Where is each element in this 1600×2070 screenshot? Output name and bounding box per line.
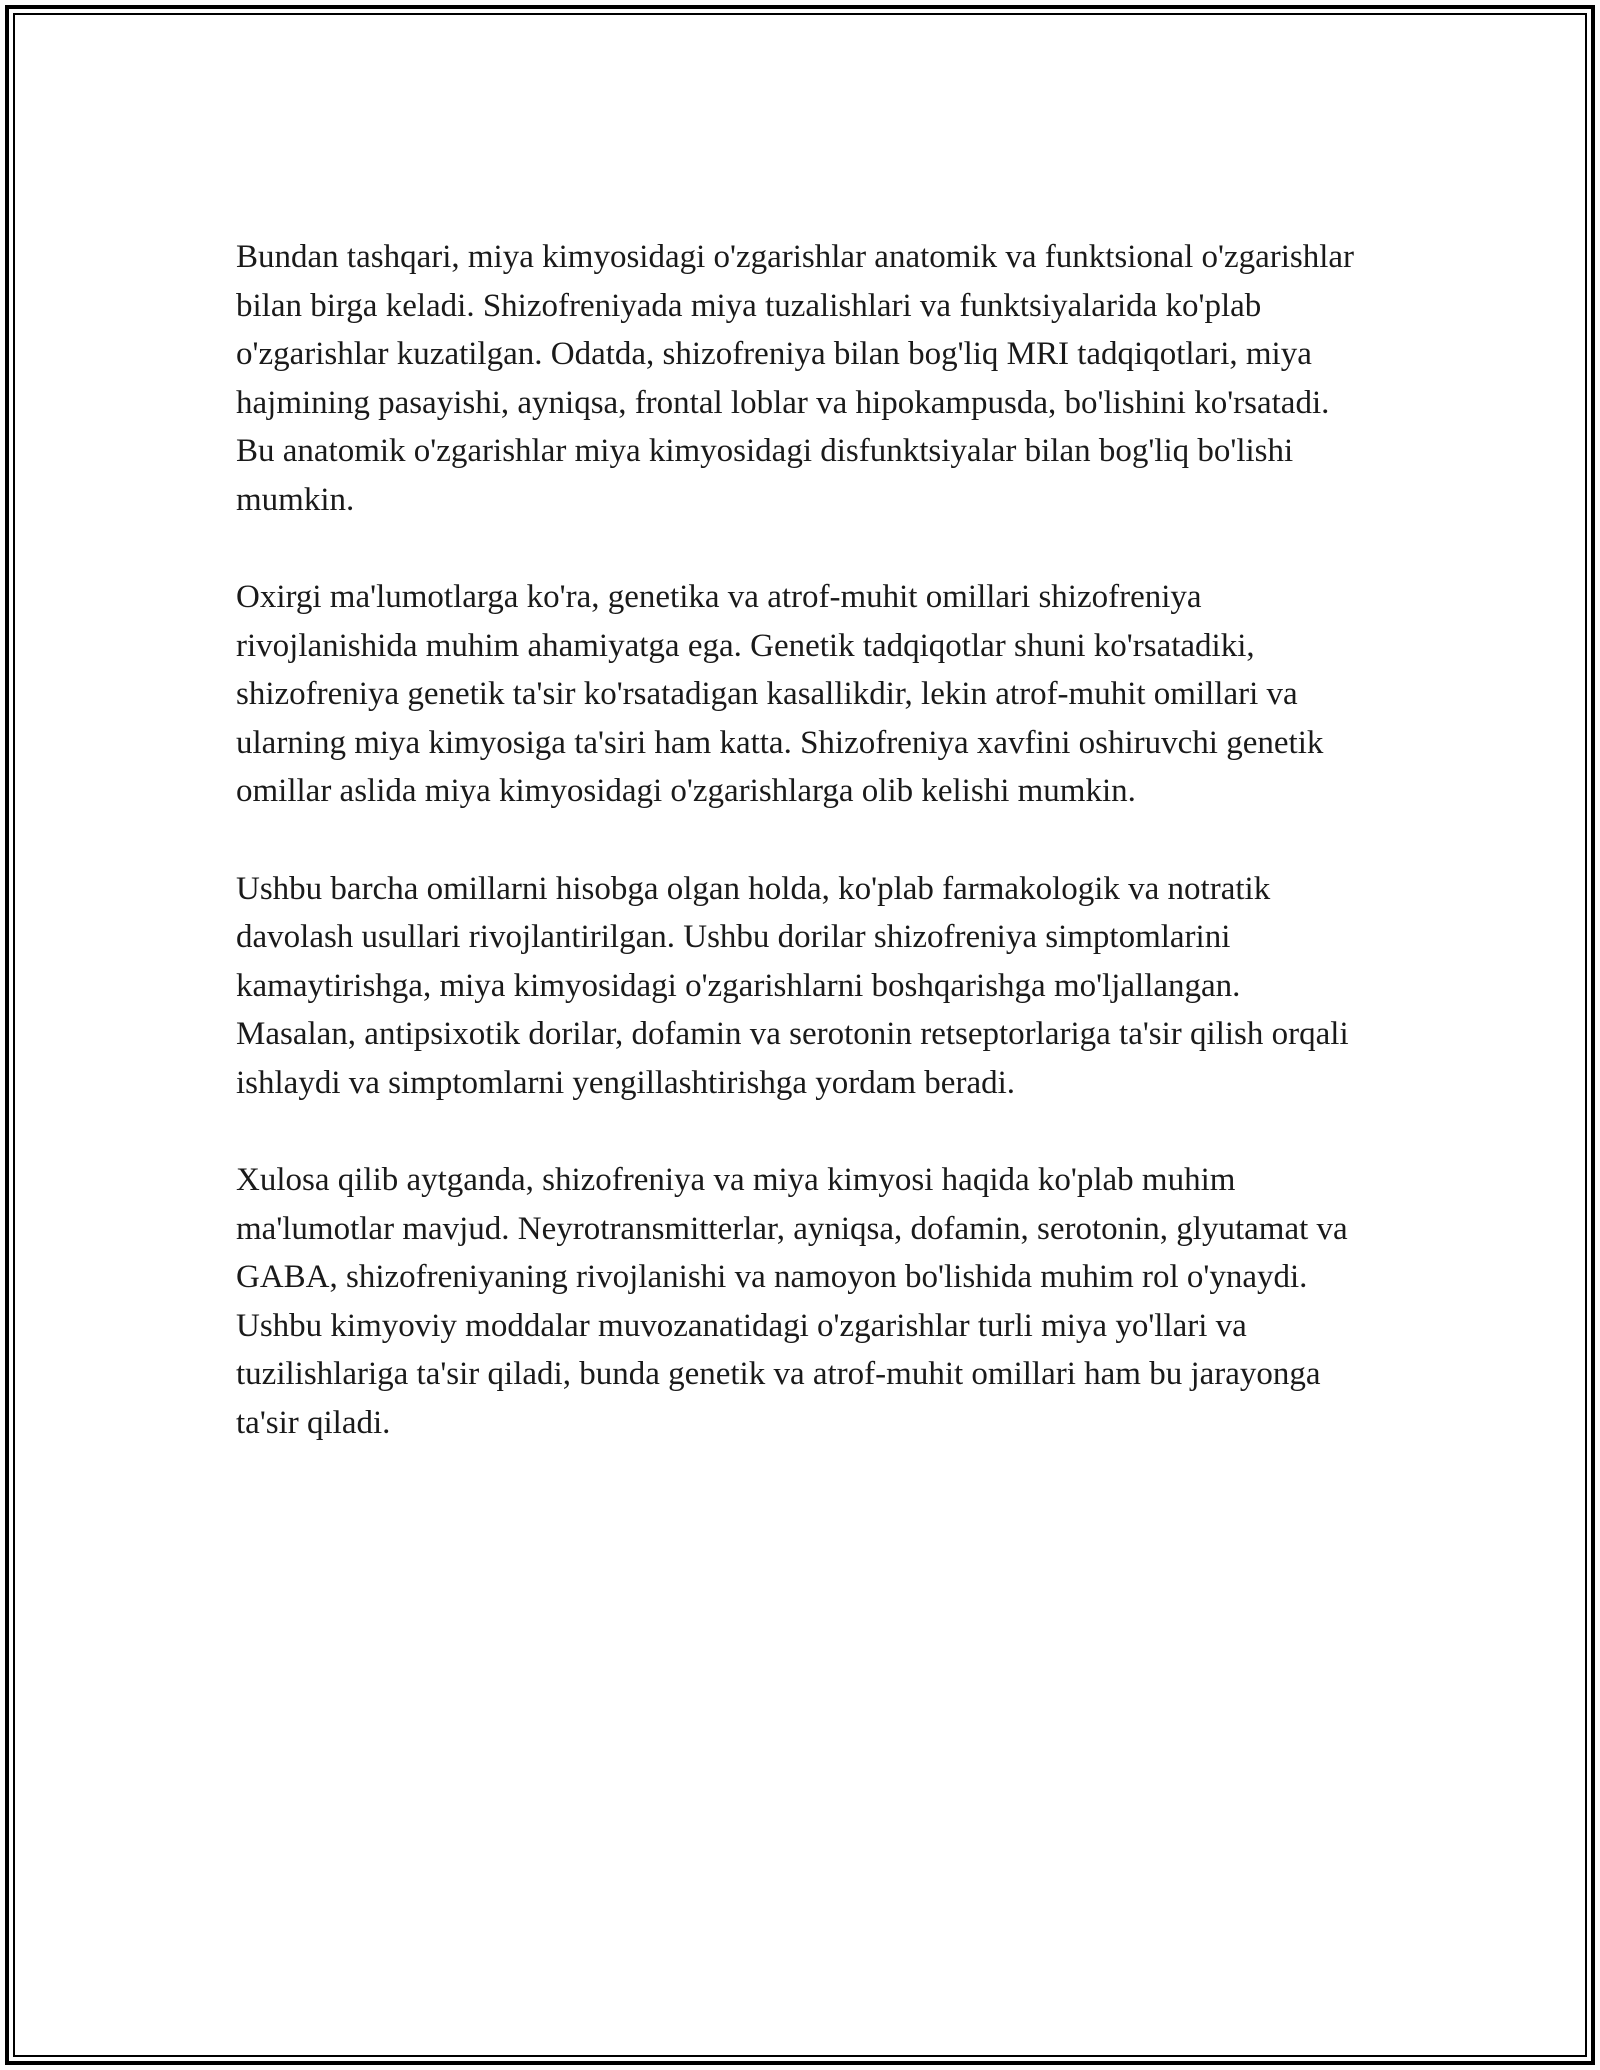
paragraph-brain-anatomy: Bundan tashqari, miya kimyosidagi o'zgarishlar anatomik va funktsional o'zgarishlar bilan birga keladi. Shizofreniyada miya tuzalishlari va funktsiyalarida ko'plab o'zgarishlar kuzatilgan. Odatda, shizofreniya bilan bog'liq MRI tadqiqotlari, miya hajmining pasayishi, ayniqsa, frontal loblar va hipokampusda, bo'lishini ko'rsatadi. Bu anatomik o'zgarishlar miya kimyosidagi disfunktsiyalar bilan bog'liq bo'lishi mumkin.: [236, 239, 1355, 518]
document-body: [236, 233, 1366, 1496]
paragraph-treatment: Ushbu barcha omillarni hisobga olgan holda, ko'plab farmakologik va notratik davolash usullari rivojlantirilgan. Ushbu dorilar shizofreniya simptomlarini kamaytirishga, miya kimyosidagi o'zgarishlarni boshqarishga mo'ljallangan. Masalan, antipsixotik dorilar, dofamin va serotonin retseptorlariga ta'sir qilish orqali ishlaydi va simptomlarni yengillashtirishga yordam beradi.: [236, 870, 1349, 1101]
paragraph-genetics-environment: Oxirgi ma'lumotlarga ko'ra, genetika va atrof-muhit omillari shizofreniya rivojlanishida muhim ahamiyatga ega. Genetik tadqiqotlar shuni ko'rsatadiki, shizofreniya genetik ta'sir ko'rsatadigan kasallikdir, lekin atrof-muhit omillari va ularning miya kimyosiga ta'siri ham katta. Shizofreniya xavfini oshiruvchi genetik omillar aslida miya kimyosidagi o'zgarishlarga olib kelishi mumkin.: [236, 579, 1324, 809]
paragraph-conclusion: Xulosa qilib aytganda, shizofreniya va miya kimyosi haqida ko'plab muhim ma'lumotlar mavjud. Neyrotransmitterlar, ayniqsa, dofamin, serotonin, glyutamat va GABA, shizofreniyaning rivojlanishi va namoyon bo'lishida muhim rol o'ynaydi. Ushbu kimyoviy moddalar muvozanatidagi o'zgarishlar turli miya yo'llari va tuzilishlariga ta'sir qiladi, bunda genetik va atrof-muhit omillari ham bu jarayonga ta'sir qiladi.: [236, 1162, 1348, 1441]
